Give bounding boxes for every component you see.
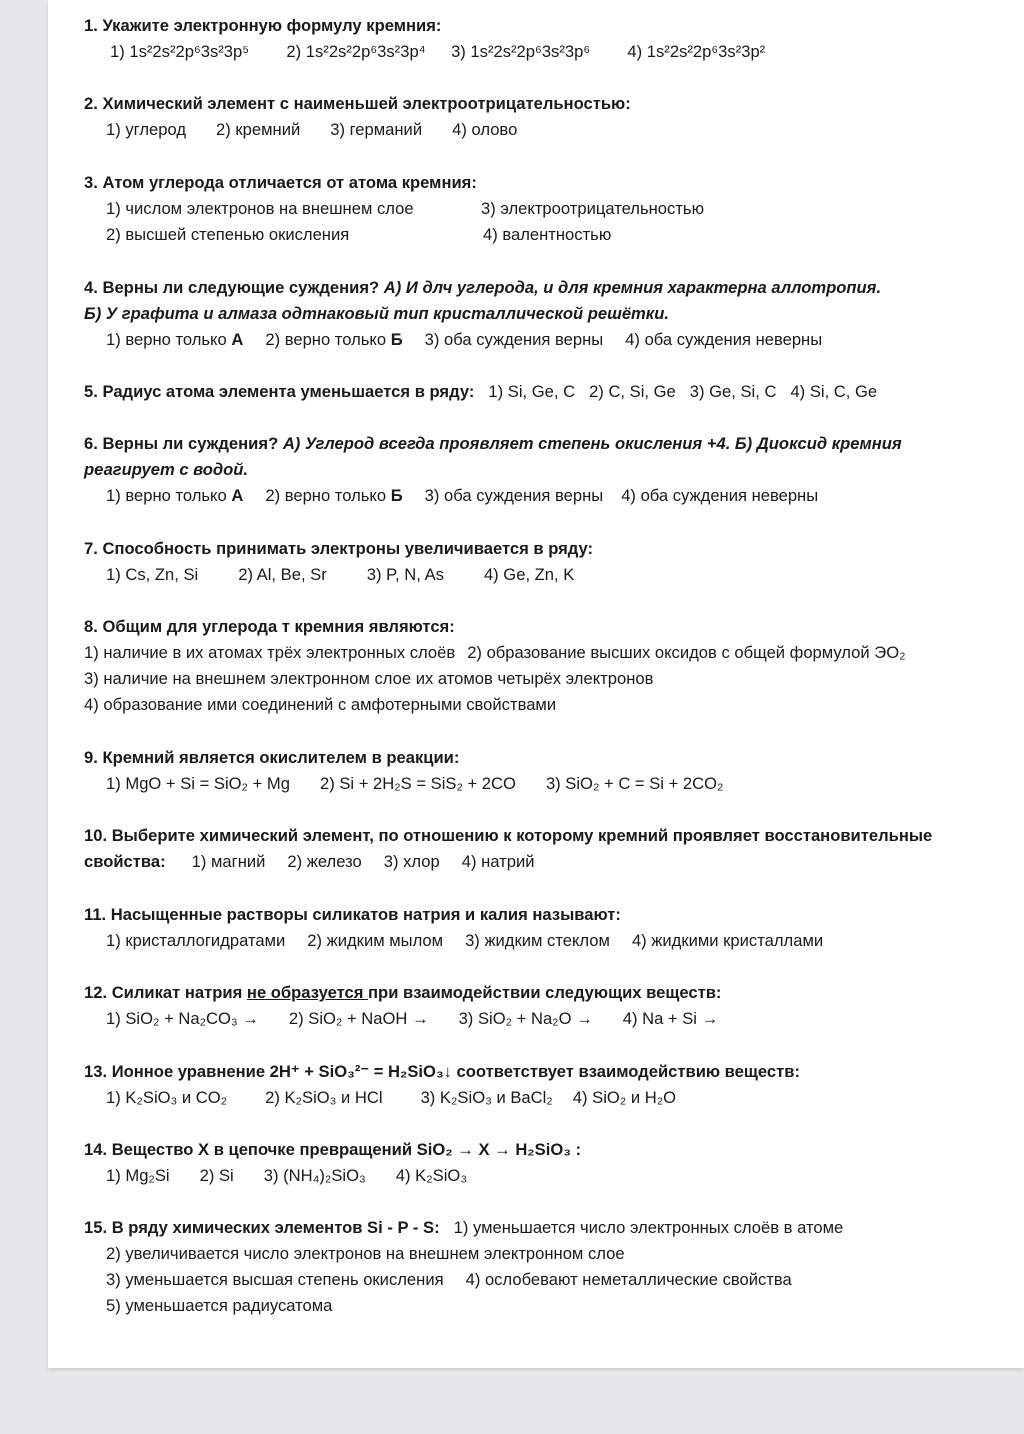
- statement-a: А) Углерод всегда проявляет степень окисления +4. Б) Диоксид кремния: [282, 434, 902, 453]
- option-1: 1) Si, Ge, C: [488, 382, 576, 401]
- option-1: 1) кристаллогидратами: [106, 931, 286, 950]
- option-2: 2) 1s²2s²2p⁶3s²3p⁴: [286, 42, 426, 61]
- option-2: 2) K₂SiO₃ и HCl: [265, 1088, 383, 1107]
- option-4: 4) образование ими соединений с амфотерными свойствами: [84, 695, 557, 714]
- option-4: 4) Na + Si →: [622, 1009, 719, 1028]
- question-13: [84, 1059, 984, 1111]
- option-1: 1) верно только А: [106, 486, 244, 505]
- option-1: 1) магний: [191, 852, 266, 871]
- question-4: [84, 275, 984, 353]
- option-1: 1) 1s²2s²2p⁶3s²3p⁵: [110, 42, 250, 61]
- question-text: Укажите электронную формулу кремния:: [102, 16, 442, 35]
- option-3: 3) хлор: [383, 852, 440, 871]
- question-text: Выберите химический элемент, по отношению к которому кремний проявляет восстановительные: [111, 826, 933, 845]
- option-4: 4) ослобевают неметаллические свойства: [465, 1270, 792, 1289]
- question-1: [84, 13, 984, 65]
- option-4: 4) 1s²2s²2p⁶3s²3p²: [627, 42, 766, 61]
- option-2: 2) высшей степенью окисления: [106, 225, 350, 244]
- option-3: 3) жидким стеклом: [465, 931, 610, 950]
- option-4: 4) жидкими кристаллами: [631, 931, 824, 950]
- statement-b: Б) У графита и алмаза одтнаковый тип кристаллической решётки.: [84, 304, 669, 323]
- option-2: 2) верно только Б: [265, 486, 403, 505]
- option-2: 2) C, Si, Ge: [589, 382, 676, 401]
- option-4: 4) олово: [452, 120, 518, 139]
- option-2: 2) Si + 2H₂S = SiS₂ + 2CO: [319, 774, 516, 793]
- question-text: Атом углерода отличается от атома кремния:: [102, 173, 477, 192]
- option-4: 4) SiO₂ и H₂O: [572, 1088, 677, 1107]
- question-number: 10.: [84, 826, 108, 845]
- option-2: 2) Al, Be, Sr: [238, 565, 327, 584]
- option-2: 2) увеличивается число электронов на внешнем электронном слое: [106, 1244, 625, 1263]
- option-3: 3) Ge, Si, C: [689, 382, 777, 401]
- option-2: 2) жидким мылом: [307, 931, 444, 950]
- option-1: 1) Cs, Zn, Si: [106, 565, 199, 584]
- question-text: Вещество X в цепочке превращений SiO₂ → X → H₂SiO₃ :: [111, 1140, 582, 1159]
- question-text: Кремний является окислителем в реакции:: [102, 748, 460, 767]
- option-1: 1) углерод: [106, 120, 187, 139]
- question-number: 14.: [84, 1140, 108, 1159]
- option-1: 1) наличие в их атомах трёх электронных слоёв: [84, 643, 456, 662]
- question-7: [84, 536, 984, 588]
- option-3: 3) германий: [330, 120, 423, 139]
- question-number: 3.: [84, 173, 98, 192]
- question-number: 15.: [84, 1218, 108, 1237]
- question-number: 6.: [84, 434, 98, 453]
- question-text: Верны ли следующие суждения?: [102, 278, 380, 297]
- option-2: 2) кремний: [216, 120, 301, 139]
- question-number: 13.: [84, 1062, 108, 1081]
- option-3: 3) оба суждения верны: [424, 486, 604, 505]
- question-number: 12.: [84, 983, 108, 1002]
- question-number: 4.: [84, 278, 98, 297]
- underlined-text: не образуется: [246, 983, 369, 1002]
- question-5: [84, 379, 984, 405]
- option-1: 1) уменьшается число электронных слоёв в атоме: [453, 1218, 844, 1237]
- option-2: 2) верно только Б: [265, 330, 403, 349]
- option-2: 2) SiO₂ + NaOH →: [288, 1009, 429, 1028]
- question-number: 8.: [84, 617, 98, 636]
- option-1: 1) K₂SiO₃ и CO₂: [106, 1088, 228, 1107]
- option-3: 3) уменьшается высшая степень окисления: [106, 1270, 444, 1289]
- option-3: 3) SiO₂ + Na₂O →: [458, 1009, 593, 1028]
- option-1: 1) числом электронов на внешнем слое: [106, 199, 414, 218]
- statement-b: реагирует с водой.: [84, 460, 249, 479]
- question-10: [84, 823, 984, 875]
- question-text: Ионное уравнение 2H⁺ + SiO₃²⁻ = H₂SiO₃↓ соответствует взаимодействию веществ:: [111, 1062, 800, 1081]
- option-4: 4) Ge, Zn, K: [483, 565, 575, 584]
- option-4: 4) Si, C, Ge: [790, 382, 878, 401]
- question-9: [84, 745, 984, 797]
- option-4: 4) оба суждения неверны: [625, 330, 823, 349]
- option-5: 5) уменьшается радиусатома: [106, 1296, 333, 1315]
- question-number: 9.: [84, 748, 98, 767]
- option-4: 4) натрий: [461, 852, 535, 871]
- question-number: 1.: [84, 16, 98, 35]
- option-3: 3) P, N, As: [366, 565, 444, 584]
- question-text: Радиус атома элемента уменьшается в ряду:: [102, 382, 475, 401]
- option-3: 3) SiO₂ + C = Si + 2CO₂: [545, 774, 724, 793]
- statement-a: А) И длч углерода, и для кремния характерна аллотропия.: [383, 278, 882, 297]
- question-text: В ряду химических элементов Si - P - S:: [111, 1218, 440, 1237]
- option-2: 2) Si: [199, 1166, 234, 1185]
- option-1: 1) Mg₂Si: [106, 1166, 170, 1185]
- question-12: [84, 980, 984, 1032]
- question-14: [84, 1137, 984, 1189]
- option-3: 3) наличие на внешнем электронном слое их атомов четырёх электронов: [84, 669, 654, 688]
- option-2: 2) образование высших оксидов с общей формулой ЭО₂: [467, 643, 906, 662]
- option-1: 1) верно только А: [106, 330, 244, 349]
- option-4: 4) валентностью: [483, 225, 612, 244]
- option-1: 1) MgO + Si = SiO₂ + Mg: [106, 774, 290, 793]
- option-3: 3) 1s²2s²2p⁶3s²3p⁶: [451, 42, 591, 61]
- question-text: Насыщенные растворы силикатов натрия и калия называют:: [110, 905, 621, 924]
- question-number: 5.: [84, 382, 98, 401]
- question-text: Способность принимать электроны увеличивается в ряду:: [102, 539, 594, 558]
- option-3: 3) K₂SiO₃ и BaCl₂: [420, 1088, 553, 1107]
- question-number: 11.: [84, 905, 107, 924]
- question-text-end: при взаимодействии следующих веществ:: [368, 983, 722, 1002]
- option-2: 2) железо: [287, 852, 362, 871]
- option-3: 3) оба суждения верны: [424, 330, 604, 349]
- option-3: 3) (NH₄)₂SiO₃: [263, 1166, 366, 1185]
- question-3: [84, 170, 984, 248]
- question-text: Силикат натрия: [111, 983, 247, 1002]
- question-text: Общим для углерода т кремния являются:: [102, 617, 455, 636]
- option-4: 4) оба суждения неверны: [621, 486, 819, 505]
- question-11: [84, 902, 984, 954]
- question-8: [84, 614, 984, 718]
- option-3: 3) электроотрицательностью: [481, 199, 705, 218]
- question-text: Химический элемент с наименьшей электроотрицательностью:: [102, 94, 631, 113]
- question-text: Верны ли суждения?: [102, 434, 279, 453]
- option-1: 1) SiO₂ + Na₂CO₃ →: [106, 1009, 259, 1028]
- question-text-continued: свойства:: [84, 852, 166, 871]
- question-6: [84, 431, 984, 509]
- question-number: 2.: [84, 94, 98, 113]
- question-15: [84, 1215, 984, 1319]
- question-number: 7.: [84, 539, 98, 558]
- question-2: [84, 91, 984, 143]
- option-4: 4) K₂SiO₃: [395, 1166, 468, 1185]
